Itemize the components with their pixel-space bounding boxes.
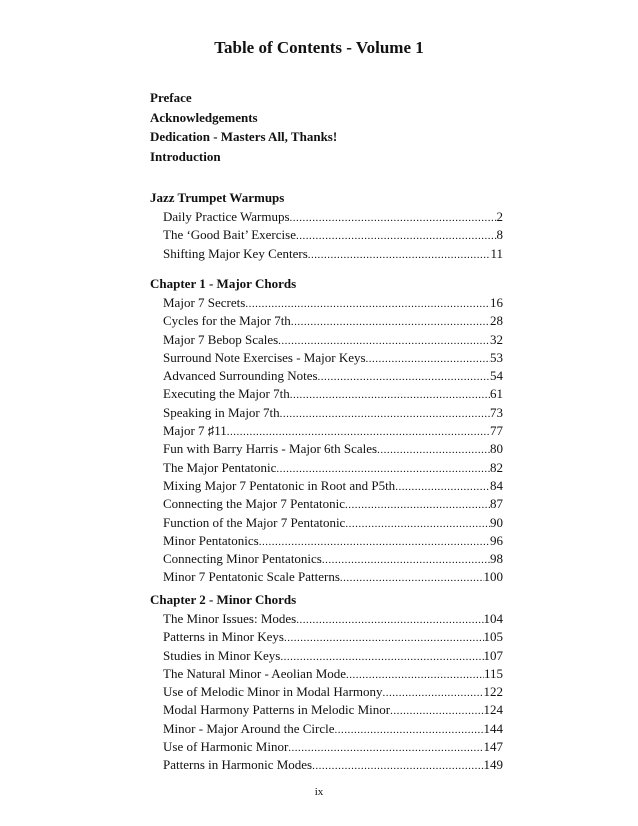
- toc-entry-page: 82: [490, 459, 503, 475]
- toc-entry: [163, 495, 503, 513]
- toc-entry-page: 16: [490, 295, 503, 310]
- toc-entry-title: Major 7 Secrets: [163, 295, 246, 310]
- toc-entry: [163, 245, 503, 263]
- toc-entry: [163, 568, 503, 586]
- toc-entry-title: Patterns in Minor Keys: [163, 629, 284, 645]
- toc-entry: [163, 349, 503, 367]
- toc-entry-title: The Major Pentatonic: [163, 459, 277, 475]
- dot-leader: [296, 227, 497, 245]
- toc-entry-page: 144: [483, 720, 503, 736]
- toc-entry-page: 107: [483, 647, 503, 663]
- front-matter-item: Dedication - Masters All, Thanks!: [150, 129, 338, 144]
- dot-leader: [280, 405, 490, 423]
- toc-entry-title: Function of the Major 7 Pentatonic: [163, 514, 346, 530]
- toc-entry-title: Major 7 ♯11: [163, 423, 227, 439]
- dot-leader: [284, 629, 484, 647]
- toc-entry: [163, 294, 503, 312]
- toc-entry-page: 96: [490, 532, 503, 548]
- toc-entry: [163, 532, 503, 550]
- toc-entry: [163, 610, 503, 628]
- toc-entry-page: 11: [490, 245, 503, 261]
- toc-entry-page: 115: [483, 665, 503, 681]
- toc-entry-title: Connecting Minor Pentatonics: [163, 551, 322, 567]
- dot-leader: [245, 295, 490, 313]
- toc-entry-title: Minor - Major Around the Circle: [163, 720, 335, 736]
- toc-entry-page: 104: [483, 611, 503, 626]
- dot-leader: [377, 441, 490, 459]
- toc-entry: [163, 331, 503, 349]
- toc-entry-title: Major 7 Bebop Scales: [163, 331, 279, 347]
- toc-entry: [163, 683, 503, 701]
- dot-leader: [312, 757, 483, 775]
- toc-entry-title: Fun with Barry Harris - Major 6th Scales: [163, 441, 378, 457]
- dot-leader: [296, 611, 483, 629]
- dot-leader: [276, 460, 490, 478]
- toc-entry-title: Connecting the Major 7 Pentatonic: [163, 496, 345, 512]
- toc-entry-title: Use of Melodic Minor in Modal Harmony: [163, 684, 383, 700]
- toc-entry-title: The Natural Minor - Aeolian Mode: [163, 665, 347, 681]
- toc-entry-title: Patterns in Harmonic Modes: [163, 757, 313, 773]
- dot-leader: [308, 246, 491, 264]
- dot-leader: [390, 702, 483, 720]
- page-title: Table of Contents - Volume 1: [214, 38, 424, 57]
- dot-leader: [345, 515, 490, 533]
- toc-entry-title: Surround Note Exercises - Major Keys: [163, 349, 366, 365]
- section-chapter-1: [150, 274, 505, 587]
- dot-leader: [366, 350, 490, 368]
- toc-entry-page: 32: [490, 331, 503, 347]
- toc-entry: [163, 550, 503, 568]
- toc-entry-page: 100: [483, 569, 503, 585]
- toc-entry-title: Use of Harmonic Minor: [163, 739, 289, 755]
- toc-entry-title: Mixing Major 7 Pentatonic in Root and P5th: [163, 477, 396, 493]
- toc-entry: [163, 720, 503, 738]
- toc-entry-title: Shifting Major Key Centers: [163, 245, 308, 261]
- section-warmups: [150, 188, 505, 263]
- toc-entry-title: Studies in Minor Keys: [163, 647, 281, 663]
- toc-entry-page: 73: [490, 404, 503, 420]
- dot-leader: [227, 423, 490, 441]
- dot-leader: [346, 666, 484, 684]
- toc-entry-title: Cycles for the Major 7th: [163, 313, 291, 329]
- toc-entry: [163, 367, 503, 385]
- toc-entry-title: The Minor Issues: Modes: [163, 611, 297, 626]
- front-matter-item: Preface: [150, 90, 192, 105]
- toc-entry: [163, 756, 503, 774]
- dot-leader: [290, 209, 497, 227]
- toc-entry: [163, 701, 503, 719]
- dot-leader: [291, 313, 490, 331]
- dot-leader: [395, 478, 490, 496]
- dot-leader: [278, 332, 490, 350]
- toc-entry: [163, 385, 503, 403]
- toc-entry: [163, 312, 503, 330]
- toc-entry-page: 77: [490, 423, 503, 439]
- toc-entry-page: 54: [490, 368, 503, 384]
- page-number: ix: [314, 786, 324, 798]
- dot-leader: [318, 368, 490, 386]
- front-matter-item: Acknowledgements: [150, 109, 258, 125]
- toc-entry-title: Minor 7 Pentatonic Scale Patterns: [163, 569, 340, 585]
- toc-entry-page: 61: [490, 386, 503, 402]
- dot-leader: [288, 739, 483, 757]
- dot-leader: [322, 551, 490, 569]
- dot-leader: [280, 648, 483, 666]
- dot-leader: [345, 496, 490, 514]
- toc-entry-page: 147: [483, 739, 503, 755]
- toc-entry-page: 98: [490, 551, 503, 567]
- toc-entry-title: Speaking in Major 7th: [163, 404, 280, 420]
- toc-entry-title: Daily Practice Warmups: [163, 209, 290, 224]
- section-heading: Chapter 1 - Major Chords: [150, 276, 297, 291]
- toc-entry: [163, 477, 503, 495]
- toc-entry: [163, 628, 503, 646]
- toc-entry: [163, 226, 503, 244]
- toc-entry-title: Executing the Major 7th: [163, 386, 290, 402]
- section-heading: Jazz Trumpet Warmups: [150, 190, 285, 205]
- toc-entry-page: 105: [483, 629, 503, 645]
- front-matter: [150, 88, 337, 166]
- dot-leader: [383, 684, 484, 702]
- toc-entry-page: 28: [490, 313, 503, 329]
- toc-entry-title: Modal Harmony Patterns in Melodic Minor: [163, 702, 391, 718]
- toc-entry: [163, 208, 503, 226]
- toc-entry-page: 122: [483, 684, 503, 700]
- section-chapter-2: [150, 590, 505, 775]
- toc-entry-title: Advanced Surrounding Notes: [163, 368, 318, 384]
- toc-entry-page: 149: [483, 757, 503, 773]
- toc-entry: [163, 738, 503, 756]
- toc-entry-title: The ‘Good Bait’ Exercise: [163, 227, 296, 243]
- section-heading: Chapter 2 - Minor Chords: [150, 592, 297, 607]
- front-matter-item: Introduction: [150, 148, 221, 164]
- toc-entry-page: 87: [490, 496, 503, 512]
- toc-entry-title: Minor Pentatonics: [163, 532, 259, 548]
- dot-leader: [290, 386, 490, 404]
- toc-entry-page: 90: [490, 514, 503, 530]
- toc-entry: [163, 404, 503, 422]
- toc-entry-page: 53: [490, 349, 503, 365]
- toc-entry: [163, 440, 503, 458]
- dot-leader: [259, 533, 490, 551]
- toc-entry: [163, 459, 503, 477]
- toc-entry-page: 2: [496, 209, 503, 224]
- dot-leader: [340, 569, 484, 587]
- toc-entry-page: 8: [496, 227, 503, 243]
- toc-entry: [163, 514, 503, 532]
- toc-entry: [163, 647, 503, 665]
- dot-leader: [335, 721, 484, 739]
- toc-entry-page: 124: [483, 702, 503, 718]
- toc-entry: [163, 665, 503, 683]
- toc-entry-page: 84: [490, 477, 503, 493]
- toc-entry: [163, 422, 503, 440]
- toc-entry-page: 80: [490, 441, 503, 457]
